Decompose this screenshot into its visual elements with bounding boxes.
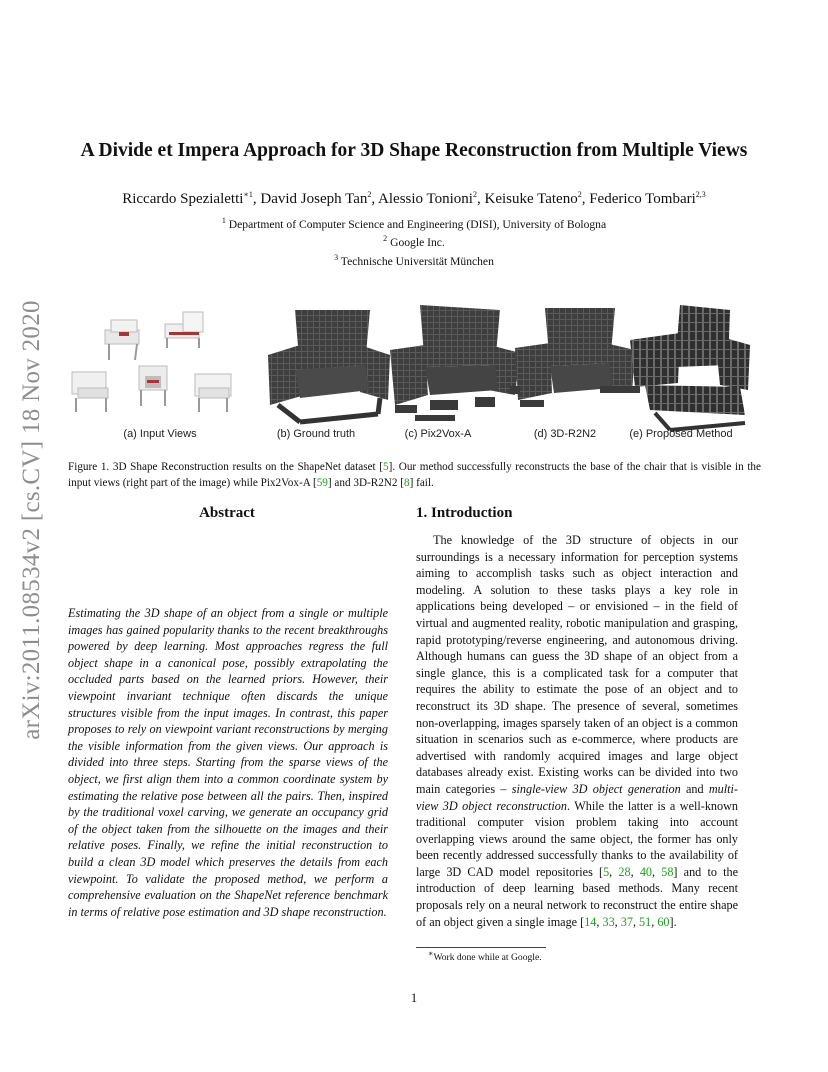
figure-label: (d) 3D-R2N2 bbox=[533, 428, 597, 440]
arxiv-side-stamp: arXiv:2011.08534v2 [cs.CV] 18 Nov 2020 bbox=[18, 300, 45, 740]
citation-link[interactable]: 60 bbox=[657, 914, 670, 929]
figure-chair-reconstructions bbox=[60, 300, 770, 450]
author: Keisuke Tateno bbox=[484, 191, 578, 207]
figure-label: (c) Pix2Vox-A bbox=[404, 428, 472, 440]
citation-link[interactable]: 58 bbox=[661, 864, 674, 879]
citation-link[interactable]: 37 bbox=[620, 914, 633, 929]
citation-link[interactable]: 8 bbox=[404, 477, 410, 490]
affiliation: $^2$ Google Inc. bbox=[383, 234, 445, 249]
affiliation: $^3$ Technische Universität München bbox=[334, 253, 494, 268]
author: David Joseph Tan bbox=[260, 191, 368, 207]
citation-link[interactable]: 40 bbox=[639, 864, 652, 879]
affiliation: $^1$ Department of Computer Science and Engineering (DISI), University of Bologna bbox=[221, 216, 607, 231]
citation-link[interactable]: 51 bbox=[639, 914, 652, 929]
citation-link[interactable]: 5 bbox=[603, 864, 610, 879]
paper-title: A Divide et Impera Approach for 3D Shape Reconstruction from Multiple Views bbox=[80, 140, 748, 161]
author: Federico Tombari bbox=[589, 191, 696, 207]
footnote-rule bbox=[416, 947, 546, 948]
r2n2-reconstruction bbox=[510, 308, 640, 407]
page-number: 1 bbox=[410, 991, 418, 1005]
abstract-text: Estimating the 3D shape of an object from a single or multiple images has gained popularity thanks to the recent breakthroughs powered by deep learning. Most approaches regress the full object shape in a canonical pose, possibly extrapolating the occluded parts based on the learned priors. However, their viewpoint invariant technique often discards the unique structures visible from the input images. In contrast, this paper proposes to rely on viewpoint variant reconstructions by merging the visible information from the given views. Our approach is divided into three steps. Starting from the sparse views of the object, we first align them into a common coordinate system by estimating the relative pose between all the pairs. Then, inspired by the traditional voxel carving, we generate an occupancy grid of the object taken from the silhouette on the images and their relative poses. Finally, we refine the initial reconstruction to build a clean 3D model which preserves the details from each viewpoint. To validate the proposed method, we perform a comprehensive evaluation on the ShapeNet reference benchmark in terms of relative pose estimation and 3D shape reconstruction. bbox=[68, 606, 388, 919]
author: Alessio Tonioni bbox=[378, 191, 473, 207]
proposed-method-reconstruction bbox=[630, 305, 750, 430]
abstract-heading: Abstract bbox=[199, 505, 255, 521]
citation-link[interactable]: 5 bbox=[383, 461, 389, 473]
footnote: ∗Work done while at Google. bbox=[428, 948, 542, 963]
citation-link[interactable]: 14 bbox=[584, 914, 597, 929]
ground-truth-chair bbox=[268, 310, 390, 422]
input-view-thumbnails bbox=[72, 312, 231, 412]
citation-link[interactable]: 33 bbox=[602, 914, 615, 929]
pix2vox-reconstruction bbox=[390, 305, 520, 421]
introduction-heading: 1. Introduction bbox=[416, 505, 513, 521]
citation-link[interactable]: 28 bbox=[618, 864, 631, 879]
introduction-text: The knowledge of the 3D structure of objects in our surroundings is a necessary information for perception systems aiming to accomplish tasks such as object interaction and modeling. A solution to these tasks plays a key role in applications being developed – or envisioned – in the field of virtual and augmented reality, robotic manipulation and grasping, rapid prototyping/reverse engineering, and autonomous driving. Although humans can guess the 3D shape of an object from a single glance, this is a complicated task for a computer that requires the ability to estimate the pose of an object and to reconstruct its 3D shape. The presence of several, sometimes non-overlapping, images sparsely taken of an object is a common situation in scenarios such as e-commerce, where products are advertised with randomly acquired images and large object databases already exist. Existing works can be divided into two main categories – single-view 3D object generation and multi-view 3D object reconstruction. While the latter is a well-known traditional computer vision problem taking into account overlapping views around the same object, the former has only been recently addressed successfully thanks to the availability of large 3D CAD model repositories [5, 28, 40, 58] and to the introduction of deep learning based methods. Many recent proposals rely on a neural network to reconstruct the entire shape of an object given a single image [14, 33, 37, 51, 60]. bbox=[416, 533, 738, 929]
author: Riccardo Spezialetti bbox=[122, 191, 244, 207]
author-list: Riccardo Spezialetti$^{∗1}$, David Joseph Tan$^2$, Alessio Tonioni$^2$, Keisuke Tateno$^2$, Federico Tombari$^{2,3}$ bbox=[122, 190, 706, 207]
figure-label: (a) Input Views bbox=[123, 428, 197, 440]
figure-caption: Figure 1. 3D Shape Reconstruction results on the ShapeNet dataset [5]. Our method successfully reconstructs the base of the chair that is visible in the input views (right part of the image) while Pix2Vox-A [59] and 3D-R2N2 [8] fail. bbox=[68, 461, 761, 490]
citation-link[interactable]: 59 bbox=[316, 477, 328, 490]
figure-label: (e) Proposed Method bbox=[629, 428, 733, 440]
figure-label: (b) Ground truth bbox=[276, 428, 356, 440]
